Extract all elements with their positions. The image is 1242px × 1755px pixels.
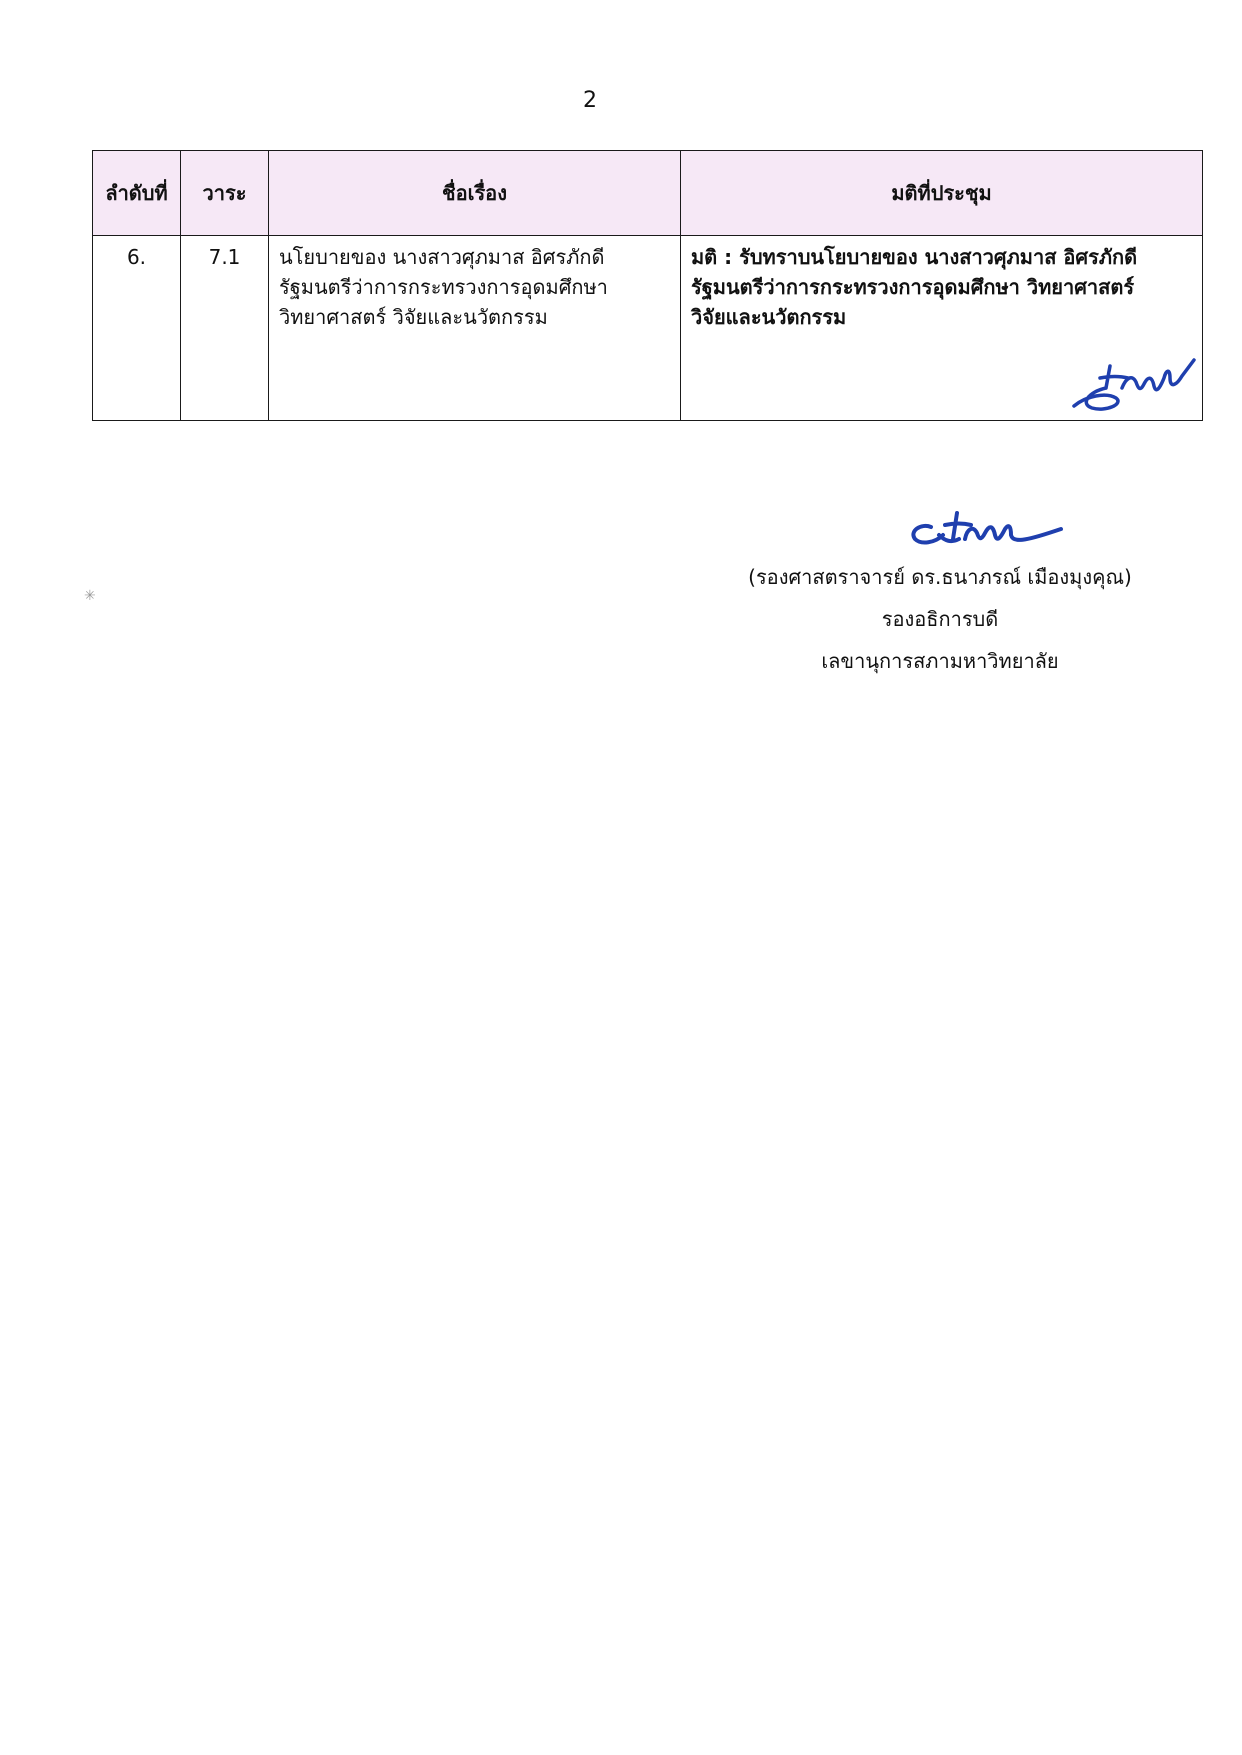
header-resolution: [681, 151, 1203, 236]
row-resolution-cell: [681, 236, 1203, 421]
header-subject: [269, 151, 681, 236]
resolution-line: รัฐมนตรีว่าการกระทรวงการอุดมศึกษา วิทยาศาสตร์: [691, 275, 1135, 299]
initials-signature-icon: [1066, 348, 1198, 418]
header-subject-label: ชื่อเรื่อง: [442, 181, 507, 205]
signatory-name: (รองศาสตราจารย์ ดร.ธนาภรณ์ เมืองมุงคุณ): [748, 565, 1132, 589]
page-number: 2: [583, 88, 597, 113]
header-order: [93, 151, 181, 236]
header-resolution-label: มติที่ประชุม: [891, 181, 992, 205]
row-subject-cell: [269, 236, 681, 421]
resolution-line: มติ : รับทราบนโยบายของ นางสาวศุภมาส อิศรภักดี: [691, 245, 1138, 269]
header-agenda: [181, 151, 269, 236]
header-order-label: ลำดับที่: [105, 181, 168, 205]
row-order: 6.: [126, 245, 147, 269]
row-agenda-cell: [181, 236, 269, 421]
table-row: [93, 236, 1203, 421]
subject-line: วิทยาศาสตร์ วิจัยและนวัตกรรม: [279, 305, 548, 329]
resolution-line: วิจัยและนวัตกรรม: [691, 305, 847, 329]
signatory-title: รองอธิการบดี: [881, 607, 999, 631]
signatory-role: เลขานุการสภามหาวิทยาลัย: [821, 649, 1059, 673]
subject-line: นโยบายของ นางสาวศุภมาส อิศรภักดี: [279, 245, 605, 269]
row-order-cell: [93, 236, 181, 421]
row-agenda: 7.1: [208, 245, 241, 269]
signature-block: [700, 556, 1180, 682]
signature-icon: [905, 505, 1065, 557]
scan-speck: ✳: [84, 588, 96, 604]
subject-line: รัฐมนตรีว่าการกระทรวงการอุดมศึกษา: [279, 275, 608, 299]
table-header-row: [93, 151, 1203, 236]
minutes-table: [92, 150, 1203, 421]
header-agenda-label: วาระ: [202, 181, 247, 205]
